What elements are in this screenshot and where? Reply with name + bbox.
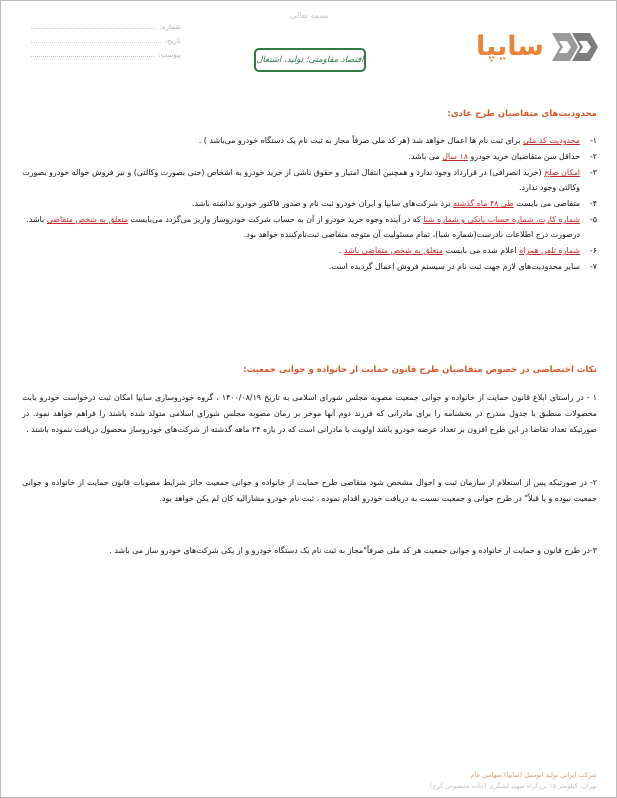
item-number: ۷- [589,262,597,271]
item-number: ۵- [589,215,597,224]
item-highlight: محدودیت کد ملی [522,136,580,145]
item-text: برای ثبت نام ها اعمال خواهد شد (هر کد ملی صرفاً مجاز به ثبت نام یک دستگاه خودرو می‌باشد ) . [198,136,523,145]
meta-line [31,28,156,29]
item-highlight: متعلق به شخص متقاضی [46,215,128,224]
item-text: باشد. درصورت درج اطلاعات نادرست(شماره شبا)، تمام مسئولیت آن متوجه متقاضی ثبت‌نام‌کننده خواهد بود. [26,215,580,239]
meta-label: شماره: [159,23,181,31]
footer-company: شرکت ایرانی تولید اتومبیل (سایپا) سهامی عام [470,771,597,779]
item-number: ۶- [589,246,597,255]
meta-label: پیوست: [158,51,181,59]
item-text: . [338,246,344,255]
meta-attachment-row [31,46,181,59]
item-text: سایر محدودیت‌های لازم جهت ثبت نام در سیستم فروش اعمال گردیده است. [328,262,580,271]
saipa-logo [418,23,608,73]
list-item [22,133,597,148]
item-text: اعلام شده می بایست [442,246,520,255]
item-text: حداقل سن متقاضیان خرید خودرو [467,152,580,161]
item-highlight: شماره کارت، شماره حساب بانکی و شماره شبا [423,215,580,224]
restrictions-list [22,133,597,275]
slogan-seal: اقتصاد مقاومتی؛ تولید، اشتغال [254,48,366,72]
meta-number-row [31,18,181,31]
item-text: نزد شرکت‌های سایپا و ایران خودرو ثبت نام و صدور فاکتور خودرو نداشته باشد. [192,199,454,208]
footer-address: تهران، کیلومتر ۱۵ بزرگراه شهید لشگری (جاده مخصوص کرج) [429,782,597,790]
logo-text: سایپا [476,31,544,62]
section-title-ordinary: محدودیت‌های متقاضیان طرح عادی: [447,109,597,119]
item-highlight: طی ۴۸ ماه گذشته [453,199,514,208]
paragraph: ۳-در طرح قانون و حمایت از خانواده و جوانی جمعیت هر کد ملی صرفاً"مجاز به ثبت نام یک دستگاه خودرو و از یکی شرکت‌های خودرو ساز می باشد . [109,546,597,555]
item-highlight: متعلق به شخص متقاضی باشد [343,246,443,255]
item-highlight: شماره تلفن همراه [519,246,580,255]
section-title-family-law: نکات اختصاصی در خصوص متقاضیان طرح قانون حمایت از خانواده و جوانی جمعیت: [243,365,597,375]
list-item [22,165,597,195]
list-item [22,149,597,164]
item-highlight: ۱۸ سال [442,152,468,161]
item-number: ۴- [589,199,597,208]
meta-label: تاریخ: [164,37,181,45]
item-number: ۳- [589,168,597,177]
meta-line [31,42,161,43]
item-text: (خرید انصرافی) در قرارداد وجود ندارد و همچنین انتقال امتیاز و حقوق ناشی از خرید خودرو به اشخاص (حتی بصورت وکالتی) و نیز فروش حواله خودرو بصورت وکالتی وجود ندارد. [22,168,580,192]
page-footer [430,770,597,792]
list-item [22,259,597,274]
meta-line [31,56,154,57]
meta-date-row [31,32,181,45]
item-text: متقاضی می بایست [513,199,580,208]
letter-meta [31,18,181,60]
item-text: که در آینده وجوه خرید خودرو از آن به حساب شرکت خودروساز واریز می‌گردد می‌بایست [127,215,424,224]
item-number: ۲- [589,152,597,161]
item-text: می باشد. [408,152,443,161]
item-number: ۱- [589,136,597,145]
item-highlight: امکان صلح [544,168,580,177]
list-item [22,196,597,211]
paragraph: ۲- در صورتیکه پس از استعلام از سازمان ثبت و احوال مشخص شود متقاضی طرح حمایت از خانواده و جوانی جمعیت حائز شرایط مصوبات قانون حمایت از خانواده و جوانی جمعیت نبوده و یا قبلاً" در طرح جوانی و جمعیت نسبت به دریافت خودرو اقدام نموده ، ثبت نام خودرو مشارالیه کان لم یکن خواهد بود. [22,478,597,503]
saipa-emblem-icon [548,25,602,71]
invocation-text: بسمه تعالی [290,11,329,20]
paragraph: ۱ - در راستای ابلاغ قانون حمایت از خانواده و جوانی جمعیت مصوبه مجلس شورای اسلامی به تاریخ ۱۴۰۰/۰۸/۱۹ ، گروه خودروسازی سایپا امکان ثبت درخواست خودرو بابت محصولات منطبق با جدول مندرج در بخشنامه را برای مادرانی که فرزند دوم آنها موخر بر زمان مصوبه مجلس شورای اسلامی متولد شده باشند را فراهم خواهد نمود. در صورتیکه تعداد تقاضا در این طرح افزون بر تعداد عرضه خودرو باشد اولویت با مادرانی است که در بازه ۲۴ ماهه گذشته از شرکت‌های خودروساز محصول دریافت ننموده باشند . [22,393,598,434]
list-item [22,212,597,242]
list-item [22,243,597,258]
